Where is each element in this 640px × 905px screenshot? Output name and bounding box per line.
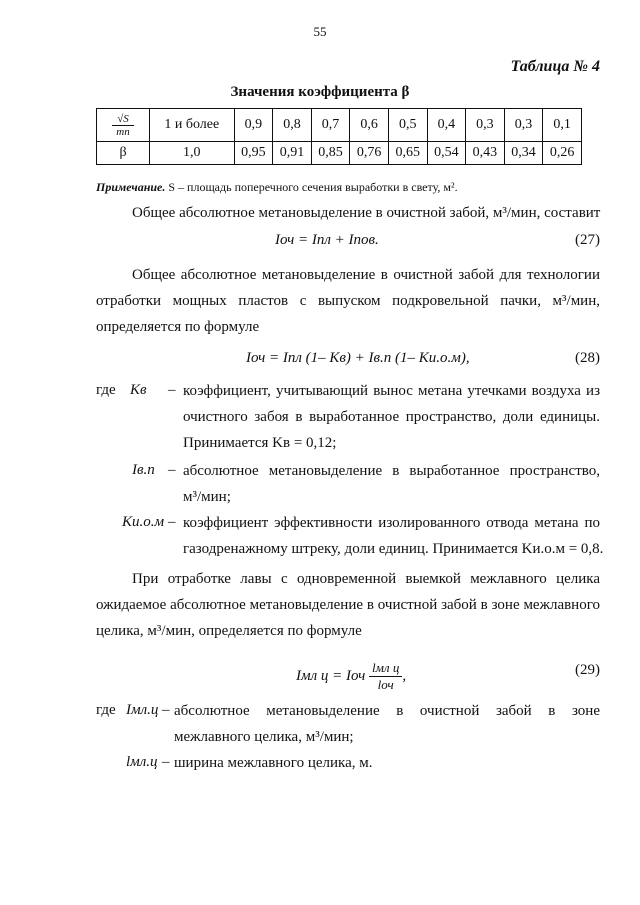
paragraph-2-line-2: отработки мощных пластов с выпуском подкровельной пачки, м³/мин, [96, 293, 600, 309]
equation-number-28: (28) [575, 350, 600, 366]
definition-ivp-line-2: м³/мин; [183, 489, 231, 505]
table-cell: 0,91 [273, 142, 312, 165]
table-cell: 0,76 [350, 142, 389, 165]
table-col-header: 0,8 [273, 109, 312, 142]
paragraph-3-line-3: целика, м³/мин, определяется по формуле [96, 623, 362, 639]
table-col-header: 0,3 [466, 109, 505, 142]
paragraph-3-line-1: При отработке лавы с одновременной выемкой межлавного целика [132, 571, 600, 587]
where-label: где [96, 382, 116, 398]
paragraph-3-line-2: ожидаемое абсолютное метановыделение в очистной забой в зоне межлавного [96, 597, 600, 613]
definition-imlc-line-2: межлавного целика, м³/мин; [174, 729, 354, 745]
equation-number-27: (27) [575, 232, 600, 248]
table-label: Таблица № 4 [510, 58, 600, 75]
definition-kv-line-1: коэффициент, учитывающий вынос метана утечками воздуха из [183, 383, 600, 399]
definition-dash: – [168, 514, 176, 530]
table-col-header: 0,3 [504, 109, 543, 142]
definition-symbol-kv: Kв [130, 382, 147, 398]
table-cell: 0,65 [388, 142, 427, 165]
page-number: 55 [313, 24, 327, 39]
table-row-label: β [97, 142, 150, 165]
definition-lmlc-line-1: ширина межлавного целика, м. [174, 755, 373, 771]
header-denominator: mп [116, 125, 130, 138]
table-col-header: 1 и более [150, 109, 235, 142]
header-fraction [112, 113, 133, 138]
equation-number-29: (29) [575, 662, 600, 678]
definition-dash: – [162, 754, 170, 770]
definition-dash: – [168, 462, 176, 478]
table-row [97, 142, 582, 165]
table-col-header: 0,4 [427, 109, 466, 142]
table-cell: 0,34 [504, 142, 543, 165]
table-cell: 1,0 [150, 142, 235, 165]
definition-symbol-imlc: Iмл.ц [126, 702, 159, 718]
table-col-header: 0,1 [543, 109, 582, 142]
formula-29-denominator: lоч [377, 677, 394, 692]
table-title: Значения коэффициента β [230, 84, 410, 100]
table-cell: 0,85 [311, 142, 350, 165]
paragraph-1: Общее абсолютное метановыделение в очистной забой, м³/мин, составит [132, 205, 601, 221]
table-note [96, 180, 458, 195]
definition-kiom-line-1: коэффициент эффективности изолированного отвода метана по [183, 515, 600, 531]
definition-symbol-ivp: Iв.п [132, 462, 155, 478]
table-col-header: 0,7 [311, 109, 350, 142]
definition-ivp-line-1: абсолютное метановыделение в выработанное пространство, [183, 463, 600, 479]
table-header-cell [97, 109, 150, 142]
header-numerator: √S [112, 113, 133, 126]
definition-imlc-line-1: абсолютное метановыделение в очистной забой в зоне [174, 703, 600, 719]
formula-28: Iоч = Iпл (1– Kв) + Iв.п (1– Kи.о.м), [246, 350, 470, 366]
table-col-header: 0,6 [350, 109, 389, 142]
formula-27: Iоч = Iпл + Iпов. [275, 232, 379, 248]
table-cell: 0,54 [427, 142, 466, 165]
formula-29-numerator: lмл ц [369, 660, 402, 677]
note-text: S – площадь поперечного сечения выработки в свету, м². [168, 180, 458, 194]
paragraph-2-line-3: определяется по формуле [96, 319, 260, 335]
definition-dash: – [168, 382, 176, 398]
table-cell: 0,43 [466, 142, 505, 165]
note-label: Примечание. [96, 180, 166, 194]
definition-symbol-lmlc: lмл.ц [126, 754, 158, 770]
definition-kiom-line-2: газодренажному штреку, доли единиц. Принимается Kи.о.м = 0,8. [183, 541, 604, 557]
table-col-header: 0,5 [388, 109, 427, 142]
definition-dash: – [162, 702, 170, 718]
formula-29: Iмл ц = Iоч lмл ц lоч , [296, 660, 407, 692]
table-cell: 0,26 [543, 142, 582, 165]
definition-kv-line-2: очистного забоя в выработанное пространство, доли единицы. [183, 409, 600, 425]
definition-kv-line-3: Принимается Kв = 0,12; [183, 435, 337, 451]
table-cell: 0,95 [234, 142, 273, 165]
paragraph-2-line-1: Общее абсолютное метановыделение в очистной забой для технологии [132, 267, 600, 283]
definition-symbol-kiom: Kи.о.м [122, 514, 165, 530]
formula-29-fraction [369, 660, 402, 693]
where-label: где [96, 702, 116, 718]
formula-29-left: Iмл ц = Iоч [296, 667, 366, 684]
table-header-row [97, 109, 582, 142]
table-col-header: 0,9 [234, 109, 273, 142]
coefficient-table [96, 108, 582, 165]
